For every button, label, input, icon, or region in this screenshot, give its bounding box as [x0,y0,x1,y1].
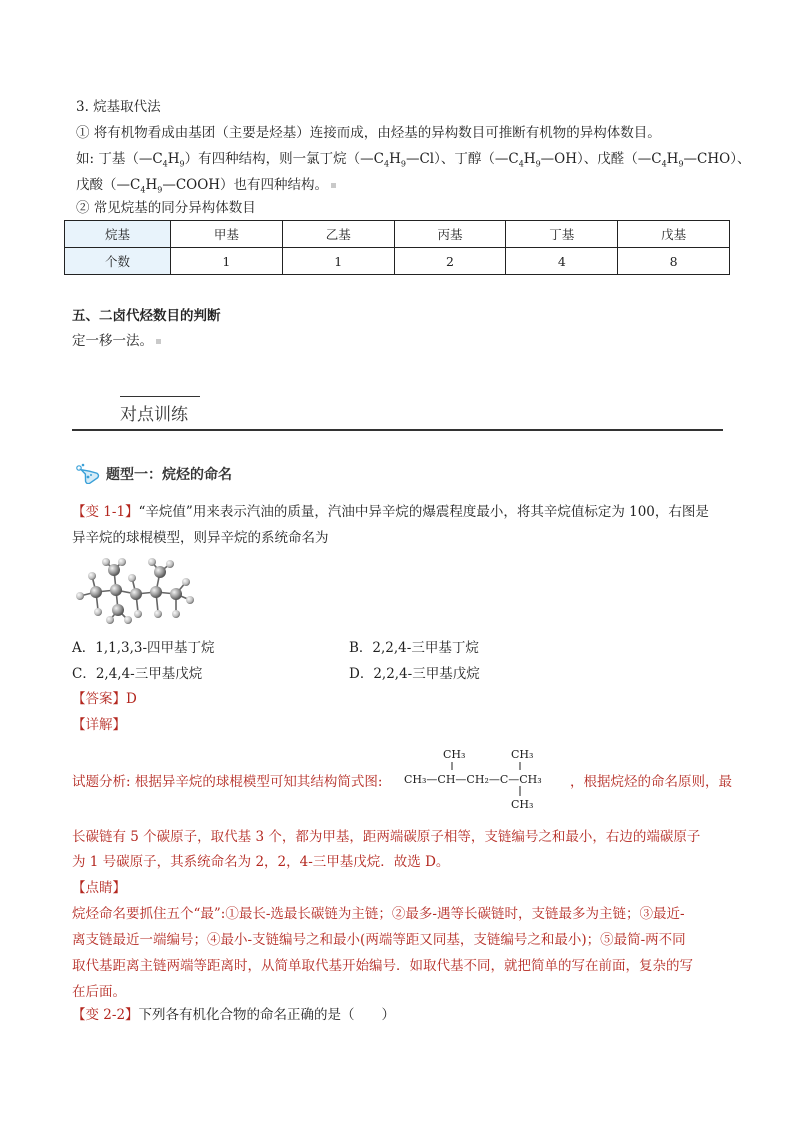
table-cell: 2 [394,248,506,275]
table-cell: 4 [506,248,618,275]
section-3-line1: ① 将有机物看成由基团（主要是烃基）连接而成，由烃基的异构数目可推断有机物的异构体数目。 [76,125,661,141]
table-row [65,248,730,275]
training-heading: 对点训练 [120,405,188,425]
question-2: 【变 2-2】下列各有机化合物的命名正确的是（ ） [72,1007,396,1023]
tip-line2: 离支链最近一端编号；④最小-支链编号之和最小(两端等距又同基，支链编号之和最小)；⑤最简-两不同 [72,932,686,948]
section-5-text: 定一移一法。 [72,332,161,350]
tip-label: 【点睛】 [72,880,126,896]
analysis-line3: 为 1 号碳原子，其系统命名为 2，2，4-三甲基戊烷．故选 D。 [72,854,450,870]
table-cell: 乙基 [282,221,394,248]
section-3-title: 3. 烷基取代法 [76,99,161,115]
tip-line1: 烷烃命名要抓住五个“最”:①最长-选最长碳链为主链；②最多-遇等长碳链时，支链最多为主链；③最近- [72,906,685,922]
option-d: D．2,2,4-三甲基戊烷 [349,666,480,682]
section-divider [72,429,723,431]
table-cell: 个数 [65,248,171,275]
ball-and-stick-model-image [72,552,202,628]
question-1-line1: 【变 1-1】“辛烷值”用来表示汽油的质量，汽油中异辛烷的爆震程度最小，将其辛烷值标定为 100，右图是 [72,504,709,520]
methyl-bottom: CH₃ [511,798,534,811]
analysis-line2: 长碳链有 5 个碳原子，取代基 3 个，都为甲基，距两端碳原子相等，支链编号之和最小，右边的端碳原子 [72,829,701,845]
structural-formula [400,748,570,816]
type-1-title: 题型一：烷烃的命名 [106,467,232,483]
section-3-line4: ② 常见烷基的同分异构体数目 [76,200,256,216]
table-cell: 甲基 [171,221,283,248]
table-cell: 8 [618,248,730,275]
main-chain: CH₃—CH—CH₂—C—CH₃ [404,773,542,786]
methyl-top-1: CH₃ [443,748,466,761]
answer-label: 【答案】 [72,691,126,707]
detail-label: 【详解】 [72,717,126,733]
methyl-top-2: CH₃ [511,748,534,761]
answer-value: D [126,691,137,707]
marker-icon [156,339,161,344]
question-label: 【变 1-1】 [72,504,139,520]
marker-icon [331,183,336,188]
table-cell: 1 [171,248,283,275]
tip-line4: 在后面。 [72,984,126,1000]
heading-accent-line [120,396,200,397]
flask-icon [74,462,100,484]
alkyl-isomer-table [64,220,730,275]
section-5-title: 五、二卤代烃数目的判断 [72,308,221,324]
table-cell: 烷基 [65,221,171,248]
table-cell: 丁基 [506,221,618,248]
question-1-line2: 异辛烷的球棍模型，则异辛烷的系统命名为 [72,530,329,546]
tip-line3: 取代基距离主链两端等距离时，从简单取代基开始编号．如取代基不同，就把简单的写在前面，复杂的写 [72,958,693,974]
option-a: A．1,1,3,3-四甲基丁烷 [72,640,215,656]
option-c: C．2,4,4-三甲基戊烷 [72,666,203,682]
section-3-line2: 如: 丁基$(—C_4H_9)$有四种结构，则一氯丁烷$(—C_4H_9—Cl)$、丁醇$(—C_4H_9—OH)$、戊醛$(—C_4H_9—CHO)$、 [76,151,751,169]
section-3-line3: 戊酸$(—C_4H_9—COOH)$也有四种结构。 [76,176,336,200]
answer-line [72,690,137,708]
analysis-suffix: ，根据烷烃的命名原则，最 [570,774,732,790]
question-label: 【变 2-2】 [72,1007,139,1023]
option-b: B．2,2,4-三甲基丁烷 [349,640,479,656]
table-cell: 戊基 [618,221,730,248]
table-header-row [65,221,730,248]
table-cell: 丙基 [394,221,506,248]
table-cell: 1 [282,248,394,275]
analysis-prefix: 试题分析: 根据异辛烷的球棍模型可知其结构简式图: [72,774,383,790]
